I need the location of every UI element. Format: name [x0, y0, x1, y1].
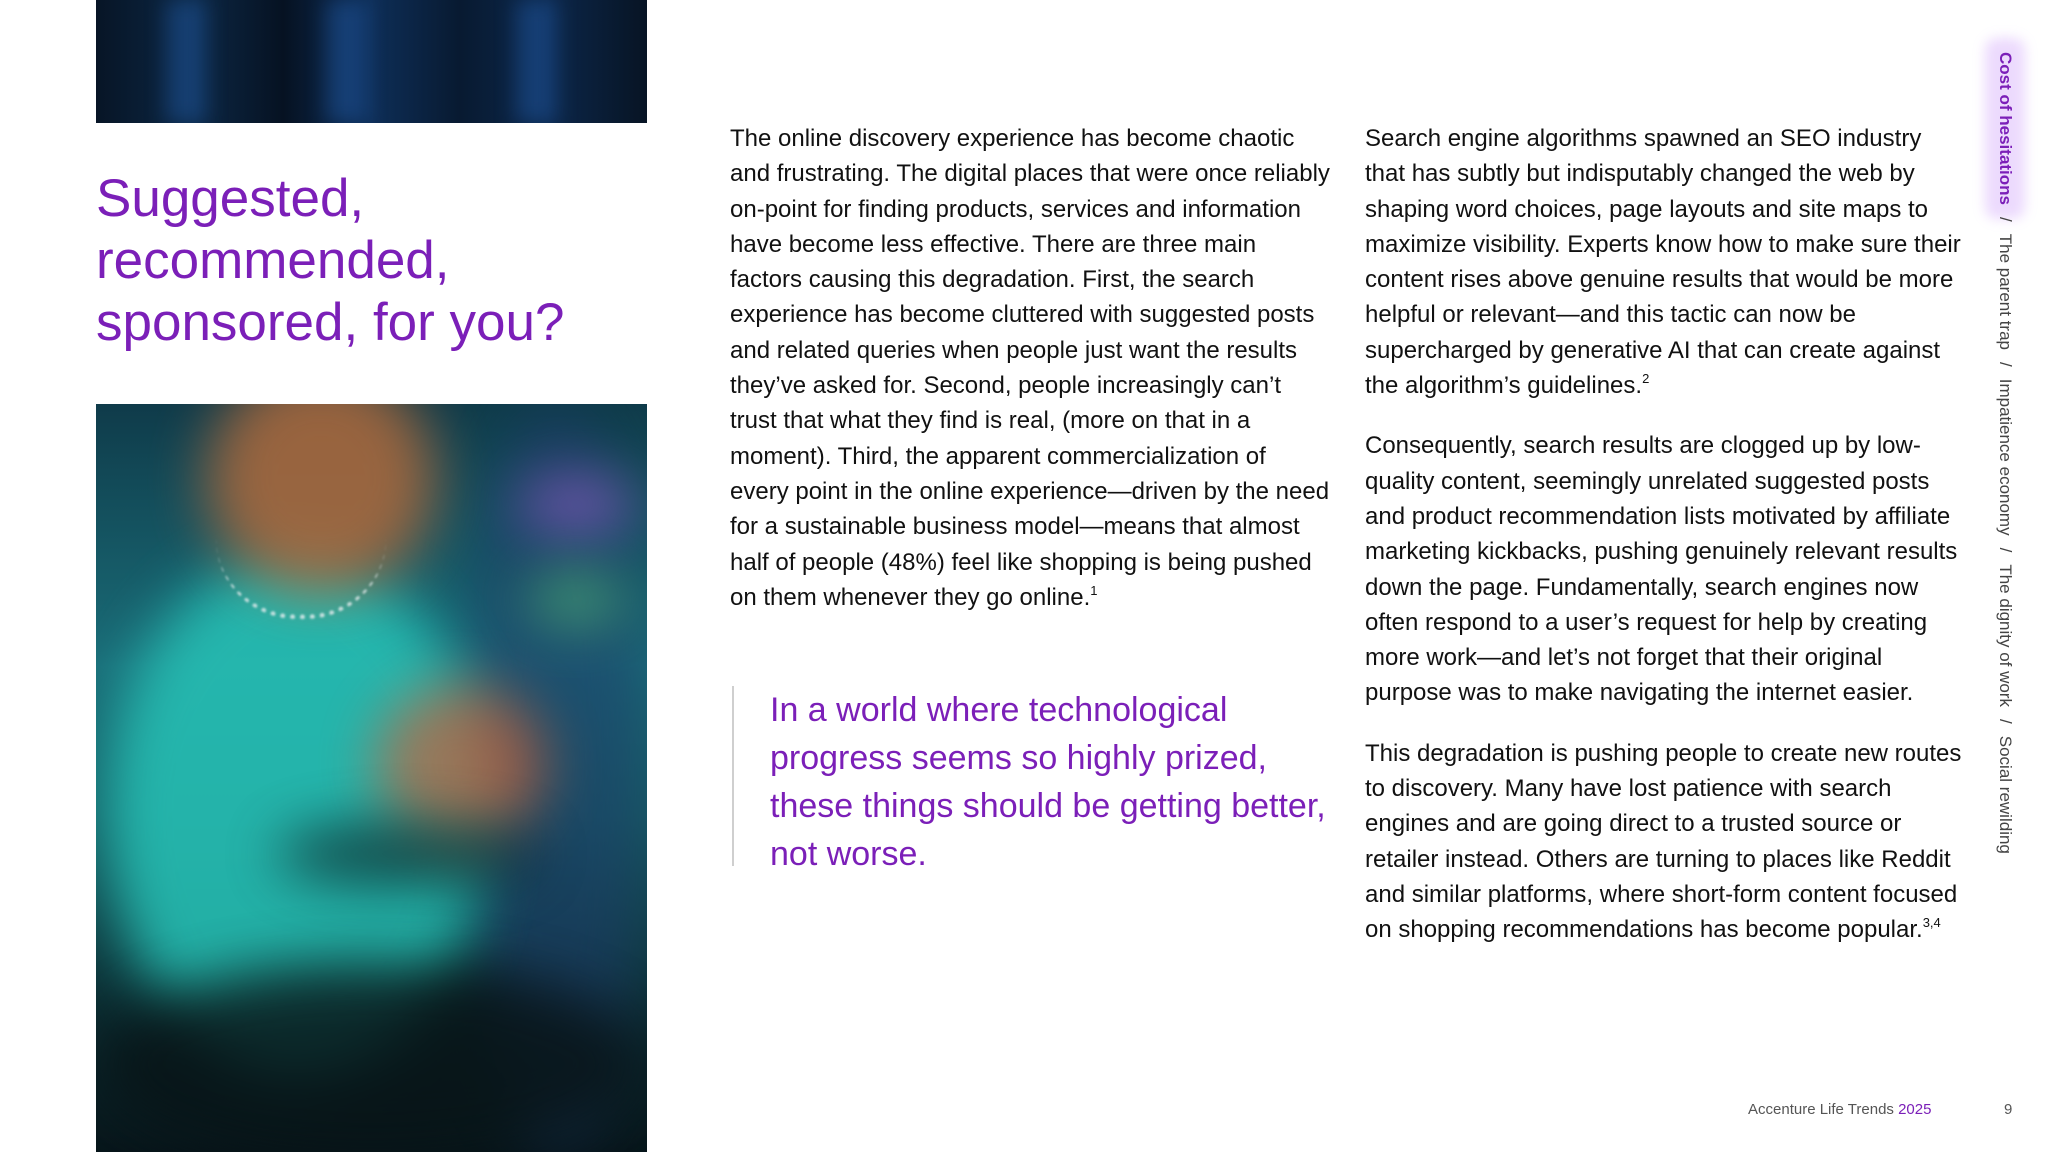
nav-item-the-parent-trap[interactable]: The parent trap — [1996, 233, 2015, 350]
paragraph-text: Consequently, search results are clogged up by low-quality content, seemingly unrelated suggested posts and product recommendation lists motivated by affiliate marketing kickbacks, pushing genuinely relevant results down the page. Fundamentally, search engines now often respond to a user’s request for help by creating more work—and let’s not forget that their original purpose was to make navigating the internet easier. — [1365, 432, 1958, 707]
body-paragraph — [1365, 428, 1965, 710]
body-column-left — [730, 121, 1330, 615]
headline-line-1: Suggested, — [96, 169, 365, 228]
footer-brand-text: Accenture Life Trends — [1748, 1101, 1894, 1118]
paragraph-text: This degradation is pushing people to create new routes to discovery. Many have lost patience with search engines and are going direct to a trusted source or retailer instead. Others are turning to places like Reddit and similar platforms, where short-form content focused on shopping recommendations has become popular. — [1365, 739, 1962, 944]
footer-year: 2025 — [1898, 1101, 1932, 1118]
section-nav — [1988, 52, 2022, 1012]
page-headline — [96, 168, 656, 354]
nav-item-cost-of-hesitations[interactable]: Cost of hesitations — [1996, 52, 2015, 206]
body-paragraph — [1365, 736, 1965, 948]
footer-brand — [1748, 1101, 1931, 1118]
nav-separator: / — [1996, 217, 2015, 222]
body-paragraph — [1365, 121, 1965, 403]
paragraph-text: Search engine algorithms spawned an SEO industry that has subtly but indisputably changed the web by shaping word choices, page layouts and site maps to maximize visibility. Experts know how to make sure their content rises above genuine results that would be more helpful or relevant—and this tactic can now be supercharged by generative AI that can create against the algorithm’s guidelines. — [1365, 125, 1961, 400]
nav-item-social-rewilding[interactable]: Social rewilding — [1996, 735, 2015, 854]
footnote-ref: 2 — [1642, 371, 1650, 387]
footnote-ref: 1 — [1090, 582, 1098, 598]
nav-separator: / — [1996, 547, 2015, 553]
headline-line-2: recommended, — [96, 231, 450, 290]
body-column-right — [1365, 121, 1965, 948]
nav-item-impatience-economy[interactable]: Impatience economy — [1996, 378, 2015, 536]
pull-quote: In a world where technological progress seems so highly prized, these things should be getting better, not worse. — [732, 686, 1332, 866]
nav-separator: / — [1996, 719, 2015, 724]
body-paragraph — [730, 121, 1330, 615]
header-photo — [96, 0, 647, 123]
page-number: 9 — [2004, 1101, 2013, 1118]
footnote-ref: 3,4 — [1922, 915, 1941, 931]
headline-line-3: sponsored, for you? — [96, 293, 565, 352]
nav-item-the-dignity-of-work[interactable]: The dignity of work — [1996, 564, 2015, 708]
paragraph-text: The online discovery experience has become chaotic and frustrating. The digital places that were once reliably on-point for finding products, services and information have become less effective. There are three main factors causing this degradation. First, the search experience has become cluttered with suggested posts and related queries when people just want the results they’ve asked for. Second, people increasingly can’t trust that what they find is real, (more on that in a moment). Third, the apparent commercialization of every point in the online experience—driven by the need for a sustainable business model—means that almost half of people (48%) feel like shopping is being pushed on them whenever they go online. — [730, 125, 1330, 611]
nav-separator: / — [1996, 362, 2015, 367]
woman-with-phone-photo — [96, 404, 647, 1152]
